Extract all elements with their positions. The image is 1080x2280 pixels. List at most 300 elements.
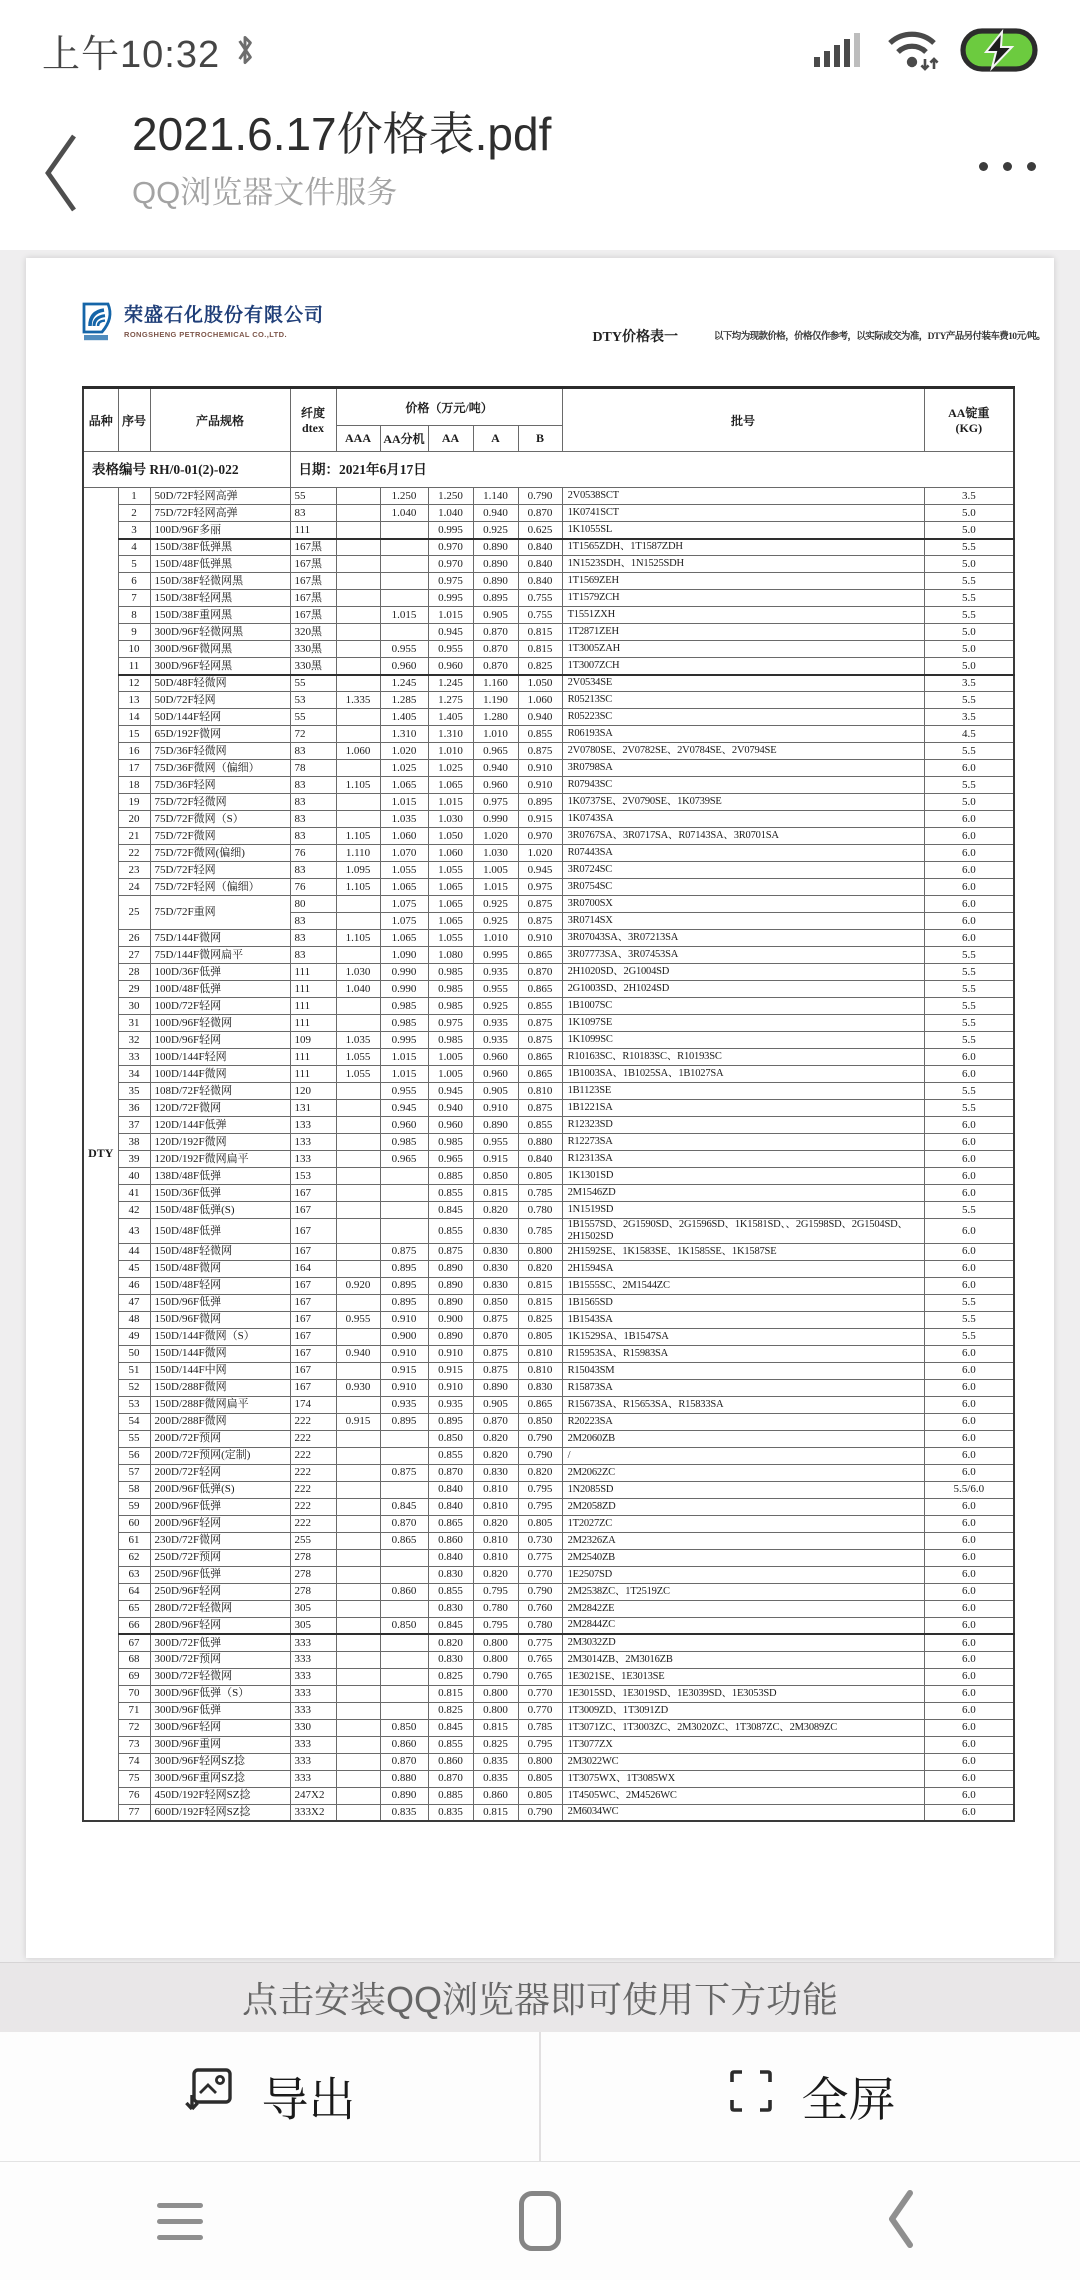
cell-price-aafj: 1.065 — [380, 777, 428, 794]
cell-dtex: 76 — [290, 879, 336, 896]
cell-price-a: 0.960 — [473, 1049, 518, 1066]
table-row — [83, 1651, 1014, 1668]
cell-dtex: 222 — [290, 1430, 336, 1447]
cell-weight: 5.5 — [924, 981, 1014, 998]
cell-weight: 5.5 — [924, 777, 1014, 794]
cell-dtex: 167黑 — [290, 539, 336, 556]
cell-price-a: 0.850 — [473, 1294, 518, 1311]
status-time: 上午10:32 — [42, 33, 221, 76]
cell-price-a: 0.820 — [473, 1202, 518, 1219]
cell-price-b: 0.865 — [518, 1066, 562, 1083]
cell-price-aaa — [336, 1617, 380, 1634]
cell-price-aa: 0.850 — [428, 1430, 473, 1447]
cell-price-aafj: 1.245 — [380, 675, 428, 692]
cell-price-a: 0.825 — [473, 1736, 518, 1753]
table-row — [83, 1396, 1014, 1413]
cell-no: 52 — [118, 1379, 150, 1396]
cell-batch: 1K1529SA、1B1547SA — [562, 1328, 924, 1345]
cell-spec: 100D/72F轻网 — [150, 998, 290, 1015]
cell-weight: 6.0 — [924, 913, 1014, 930]
cell-price-aaa — [336, 539, 380, 556]
cell-price-aa: 0.945 — [428, 1083, 473, 1100]
cell-price-aa: 1.065 — [428, 879, 473, 896]
cell-price-aafj: 0.870 — [380, 1753, 428, 1770]
table-row — [83, 1736, 1014, 1753]
cell-price-a: 1.010 — [473, 726, 518, 743]
table-row — [83, 1413, 1014, 1430]
cell-no: 6 — [118, 573, 150, 590]
cell-price-a: 0.850 — [473, 1168, 518, 1185]
table-row — [83, 522, 1014, 539]
cell-price-b: 0.855 — [518, 726, 562, 743]
cell-batch: R15873SA — [562, 1379, 924, 1396]
table-row — [83, 556, 1014, 573]
cell-price-aa: 0.840 — [428, 1498, 473, 1515]
cell-spec: 150D/36F低弹 — [150, 1185, 290, 1202]
table-row — [83, 1362, 1014, 1379]
cell-price-aafj — [380, 539, 428, 556]
cell-batch: 2M2326ZA — [562, 1532, 924, 1549]
cell-dtex: 167 — [290, 1277, 336, 1294]
cell-price-aafj — [380, 556, 428, 573]
cell-price-a: 1.020 — [473, 828, 518, 845]
cell-spec: 75D/36F轻网 — [150, 777, 290, 794]
cell-spec: 75D/144F微网扁平 — [150, 947, 290, 964]
cell-dtex: 333 — [290, 1736, 336, 1753]
cell-price-a: 0.780 — [473, 1600, 518, 1617]
cell-price-aaa — [336, 1583, 380, 1600]
cell-price-a: 0.810 — [473, 1549, 518, 1566]
install-banner[interactable] — [0, 1962, 1080, 2032]
page-title: 2021.6.17价格表.pdf — [132, 108, 552, 160]
cell-price-b: 0.810 — [518, 1083, 562, 1100]
cell-spec: 150D/48F轻网 — [150, 1277, 290, 1294]
cell-dtex: 330黑 — [290, 658, 336, 675]
cell-spec: 200D/288F微网 — [150, 1413, 290, 1430]
cell-no: 55 — [118, 1430, 150, 1447]
cell-no: 37 — [118, 1117, 150, 1134]
cell-price-aaa — [336, 811, 380, 828]
cell-weight: 5.5 — [924, 743, 1014, 760]
cell-price-b: 0.865 — [518, 1396, 562, 1413]
export-button[interactable] — [0, 2032, 539, 2161]
col-header-price-group: 价格（万元/吨） — [336, 388, 562, 426]
cell-price-aaa — [336, 1770, 380, 1787]
cell-price-b: 1.060 — [518, 692, 562, 709]
cell-price-b: 0.875 — [518, 743, 562, 760]
cell-no: 46 — [118, 1277, 150, 1294]
cell-price-aa: 0.985 — [428, 964, 473, 981]
cell-price-a: 0.870 — [473, 658, 518, 675]
cell-price-aa: 0.830 — [428, 1600, 473, 1617]
cell-weight: 5.5 — [924, 1100, 1014, 1117]
cell-price-aafj: 1.040 — [380, 505, 428, 522]
cell-batch: 1K1055SL — [562, 522, 924, 539]
cell-price-aaa — [336, 1430, 380, 1447]
cell-no: 3 — [118, 522, 150, 539]
cell-no: 25 — [118, 896, 150, 930]
cell-no: 49 — [118, 1328, 150, 1345]
cell-price-aa: 0.870 — [428, 1770, 473, 1787]
cell-no: 73 — [118, 1736, 150, 1753]
cell-price-a: 0.990 — [473, 811, 518, 828]
col-header-weight: AA锭重 (KG) — [924, 388, 1014, 452]
table-row — [83, 1134, 1014, 1151]
cell-dtex: 111 — [290, 1015, 336, 1032]
cell-price-aaa — [336, 726, 380, 743]
cell-price-aafj — [380, 1600, 428, 1617]
cell-batch: 2M2060ZB — [562, 1430, 924, 1447]
cell-price-aa: 0.855 — [428, 1219, 473, 1244]
cell-price-aa: 1.250 — [428, 488, 473, 505]
cell-no: 5 — [118, 556, 150, 573]
cell-price-aaa: 1.105 — [336, 930, 380, 947]
cell-price-aaa: 1.105 — [336, 828, 380, 845]
table-row — [83, 1447, 1014, 1464]
cell-price-aafj: 1.090 — [380, 947, 428, 964]
cell-price-aaa — [336, 505, 380, 522]
cell-weight: 5.5 — [924, 1202, 1014, 1219]
cell-price-aaa — [336, 1100, 380, 1117]
cell-spec: 200D/72F预网 — [150, 1430, 290, 1447]
cell-price-aaa — [336, 1600, 380, 1617]
cell-price-aaa — [336, 1151, 380, 1168]
cell-price-a: 0.925 — [473, 522, 518, 539]
cell-price-aa: 0.875 — [428, 1243, 473, 1260]
cell-price-b: 0.765 — [518, 1651, 562, 1668]
cell-price-aa: 0.895 — [428, 1413, 473, 1430]
status-bar — [0, 0, 1080, 100]
cell-spec: 100D/96F轻微网 — [150, 1015, 290, 1032]
cell-price-aa: 1.065 — [428, 913, 473, 930]
cell-spec: 65D/192F微网 — [150, 726, 290, 743]
cell-spec: 100D/48F低弹 — [150, 981, 290, 998]
cell-weight: 5.0 — [924, 641, 1014, 658]
cell-price-aa: 1.065 — [428, 777, 473, 794]
cell-weight: 6.0 — [924, 1498, 1014, 1515]
cell-dtex: 333 — [290, 1770, 336, 1787]
cell-price-aafj: 0.910 — [380, 1379, 428, 1396]
cell-price-aafj: 0.915 — [380, 1362, 428, 1379]
col-header-aa: AA — [428, 426, 473, 452]
cell-price-aafj: 0.850 — [380, 1719, 428, 1736]
cell-no: 31 — [118, 1015, 150, 1032]
cell-weight: 6.0 — [924, 1379, 1014, 1396]
nav-back-button[interactable] — [720, 2187, 1080, 2256]
cell-dtex: 333 — [290, 1685, 336, 1702]
table-row — [83, 1617, 1014, 1634]
cell-batch: 1T3007ZCH — [562, 658, 924, 675]
cell-price-b: 0.815 — [518, 1294, 562, 1311]
cell-price-aa: 0.985 — [428, 1032, 473, 1049]
cell-batch: 2M2538ZC、1T2519ZC — [562, 1583, 924, 1600]
table-row — [83, 1219, 1014, 1244]
table-row — [83, 641, 1014, 658]
table-row — [83, 1498, 1014, 1515]
cell-price-aafj: 0.895 — [380, 1413, 428, 1430]
cell-no: 15 — [118, 726, 150, 743]
table-row — [83, 658, 1014, 675]
cell-price-aafj: 1.065 — [380, 879, 428, 896]
cell-price-a: 0.815 — [473, 1719, 518, 1736]
cell-price-aa: 1.030 — [428, 811, 473, 828]
cell-price-aa: 0.815 — [428, 1685, 473, 1702]
cell-weight: 5.0 — [924, 624, 1014, 641]
cell-weight: 6.0 — [924, 1277, 1014, 1294]
cell-price-a: 0.795 — [473, 1617, 518, 1634]
table-row — [83, 1702, 1014, 1719]
cell-price-b: 0.790 — [518, 1804, 562, 1821]
cell-price-aafj: 0.865 — [380, 1532, 428, 1549]
cell-spec: 138D/48F低弹 — [150, 1168, 290, 1185]
cell-weight: 5.5 — [924, 1083, 1014, 1100]
cell-price-b: 0.805 — [518, 1328, 562, 1345]
cell-price-aaa — [336, 947, 380, 964]
cell-price-aa: 0.845 — [428, 1202, 473, 1219]
back-icon[interactable] — [38, 128, 84, 223]
cell-price-aa: 0.885 — [428, 1787, 473, 1804]
cell-price-aa: 0.970 — [428, 539, 473, 556]
cell-price-aaa: 1.040 — [336, 981, 380, 998]
cell-price-aafj: 0.880 — [380, 1770, 428, 1787]
cell-price-b: 0.825 — [518, 1311, 562, 1328]
cell-price-a: 0.875 — [473, 1362, 518, 1379]
cell-price-aa: 1.060 — [428, 845, 473, 862]
cell-price-aa: 0.960 — [428, 1117, 473, 1134]
cell-price-b: 0.865 — [518, 1049, 562, 1066]
cell-batch: 2V0780SE、2V0782SE、2V0784SE、2V0794SE — [562, 743, 924, 760]
cell-spec: 100D/96F多丽 — [150, 522, 290, 539]
cell-no: 62 — [118, 1549, 150, 1566]
cell-batch: 2M2842ZE — [562, 1600, 924, 1617]
cell-price-aa: 0.995 — [428, 590, 473, 607]
cell-dtex: 55 — [290, 675, 336, 692]
cell-weight: 3.5 — [924, 675, 1014, 692]
cell-dtex: 111 — [290, 964, 336, 981]
cell-price-b: 1.050 — [518, 675, 562, 692]
cell-weight: 5.0 — [924, 522, 1014, 539]
cell-dtex: 133 — [290, 1117, 336, 1134]
cell-price-a: 0.890 — [473, 539, 518, 556]
cell-spec: 150D/288F微网 — [150, 1379, 290, 1396]
export-icon — [184, 2065, 236, 2128]
cell-dtex: 164 — [290, 1260, 336, 1277]
cell-price-a: 0.905 — [473, 1396, 518, 1413]
cell-dtex: 174 — [290, 1396, 336, 1413]
cell-spec: 120D/72F微网 — [150, 1100, 290, 1117]
cell-price-a: 1.010 — [473, 930, 518, 947]
table-row — [83, 1243, 1014, 1260]
cell-no: 64 — [118, 1583, 150, 1600]
cell-price-b: 0.875 — [518, 913, 562, 930]
table-row — [83, 1464, 1014, 1481]
cell-spec: 200D/72F预网(定制) — [150, 1447, 290, 1464]
cell-batch: 3R0724SC — [562, 862, 924, 879]
cell-price-aa: 0.840 — [428, 1549, 473, 1566]
cell-price-aaa — [336, 641, 380, 658]
cell-price-a: 0.895 — [473, 590, 518, 607]
cell-no: 16 — [118, 743, 150, 760]
cell-weight: 5.5 — [924, 1311, 1014, 1328]
cell-weight: 5.0 — [924, 794, 1014, 811]
cell-weight: 6.0 — [924, 1151, 1014, 1168]
cell-no: 65 — [118, 1600, 150, 1617]
cell-spec: 150D/38F轻微网黑 — [150, 573, 290, 590]
variety-cell: DTY — [83, 488, 118, 1822]
cell-price-b: 0.975 — [518, 879, 562, 896]
cell-spec: 50D/72F轻网 — [150, 692, 290, 709]
nav-home-button[interactable] — [360, 2191, 720, 2251]
cell-batch: 2M2844ZC — [562, 1617, 924, 1634]
cell-price-aafj: 0.985 — [380, 998, 428, 1015]
cell-price-aa: 0.825 — [428, 1702, 473, 1719]
more-menu-icon[interactable] — [979, 162, 1036, 171]
cell-weight: 5.5 — [924, 1015, 1014, 1032]
cell-price-b: 0.800 — [518, 1753, 562, 1770]
cell-batch: 1T2027ZC — [562, 1515, 924, 1532]
cell-price-b: 0.785 — [518, 1719, 562, 1736]
cell-price-a: 0.965 — [473, 743, 518, 760]
cell-no: 71 — [118, 1702, 150, 1719]
cell-dtex: 333 — [290, 1634, 336, 1651]
cell-price-aafj — [380, 1685, 428, 1702]
cell-no: 69 — [118, 1668, 150, 1685]
cell-price-aa: 0.960 — [428, 658, 473, 675]
cell-spec: 280D/96F轻网 — [150, 1617, 290, 1634]
cell-no: 74 — [118, 1753, 150, 1770]
cell-spec: 300D/96F轻网 — [150, 1719, 290, 1736]
cell-dtex: 167 — [290, 1362, 336, 1379]
page-subtitle: QQ浏览器文件服务 — [132, 174, 398, 210]
cell-spec: 250D/96F轻网 — [150, 1583, 290, 1600]
cell-batch: 2M6034WC — [562, 1804, 924, 1821]
cell-spec: 300D/96F轻网黑 — [150, 658, 290, 675]
cell-no: 42 — [118, 1202, 150, 1219]
cell-price-aa: 1.275 — [428, 692, 473, 709]
fullscreen-label: 全屏 — [801, 2073, 896, 2126]
cell-spec: 100D/96F轻网 — [150, 1032, 290, 1049]
cell-weight: 5.5 — [924, 692, 1014, 709]
nav-menu-button[interactable] — [0, 2203, 360, 2240]
table-row — [83, 964, 1014, 981]
cell-dtex: 111 — [290, 1049, 336, 1066]
cell-price-aaa: 0.940 — [336, 1345, 380, 1362]
cell-price-a: 0.835 — [473, 1753, 518, 1770]
cell-spec: 50D/144F轻网 — [150, 709, 290, 726]
cell-no: 34 — [118, 1066, 150, 1083]
cell-dtex: 55 — [290, 709, 336, 726]
cell-price-aafj: 0.895 — [380, 1277, 428, 1294]
cell-price-a: 0.960 — [473, 1066, 518, 1083]
cell-price-aaa — [336, 896, 380, 913]
cell-price-aaa: 1.060 — [336, 743, 380, 760]
cell-no: 75 — [118, 1770, 150, 1787]
cell-price-a: 0.830 — [473, 1277, 518, 1294]
cell-price-b: 0.825 — [518, 658, 562, 675]
cell-price-a: 0.915 — [473, 1151, 518, 1168]
cell-price-aaa: 1.035 — [336, 1032, 380, 1049]
cell-weight: 5.5 — [924, 607, 1014, 624]
cell-dtex: 167 — [290, 1294, 336, 1311]
cell-price-a: 0.890 — [473, 1379, 518, 1396]
cell-price-aaa — [336, 1685, 380, 1702]
fullscreen-button[interactable] — [541, 2032, 1080, 2161]
cell-price-b: 0.770 — [518, 1685, 562, 1702]
table-row — [83, 692, 1014, 709]
cell-weight: 6.0 — [924, 879, 1014, 896]
table-row — [83, 1770, 1014, 1787]
cell-price-aa: 0.860 — [428, 1753, 473, 1770]
cell-price-a: 1.190 — [473, 692, 518, 709]
cell-price-aaa: 1.105 — [336, 879, 380, 896]
table-row — [83, 726, 1014, 743]
cell-price-b: 0.875 — [518, 1032, 562, 1049]
cell-spec: 75D/36F轻微网 — [150, 743, 290, 760]
company-logo-icon — [82, 302, 116, 347]
cell-price-a: 0.800 — [473, 1651, 518, 1668]
cell-price-b: 0.805 — [518, 1168, 562, 1185]
pdf-viewer[interactable] — [0, 250, 1080, 1962]
cell-price-b: 0.820 — [518, 1464, 562, 1481]
export-label: 导出 — [261, 2073, 356, 2126]
cell-price-a: 0.800 — [473, 1685, 518, 1702]
cell-price-aa: 0.975 — [428, 573, 473, 590]
table-row — [83, 488, 1014, 505]
col-header-dtex: 纤度 dtex — [290, 388, 336, 452]
cell-dtex: 153 — [290, 1168, 336, 1185]
cell-weight: 5.5 — [924, 539, 1014, 556]
cell-batch: 3R0754SC — [562, 879, 924, 896]
cell-price-aa: 1.055 — [428, 862, 473, 879]
cell-price-aa: 0.890 — [428, 1260, 473, 1277]
cell-no: 10 — [118, 641, 150, 658]
cell-no: 28 — [118, 964, 150, 981]
cell-spec: 300D/72F轻微网 — [150, 1668, 290, 1685]
cell-dtex: 83 — [290, 505, 336, 522]
cell-price-aa: 0.890 — [428, 1294, 473, 1311]
cell-price-aafj: 0.835 — [380, 1804, 428, 1821]
cell-dtex: 133 — [290, 1134, 336, 1151]
table-row — [83, 743, 1014, 760]
cell-dtex: 83 — [290, 828, 336, 845]
cell-spec: 75D/36F微网（偏细） — [150, 760, 290, 777]
cell-spec: 150D/48F低弹 — [150, 1219, 290, 1244]
cell-price-b: 0.820 — [518, 1260, 562, 1277]
cell-price-a: 0.830 — [473, 1260, 518, 1277]
table-row — [83, 1515, 1014, 1532]
cell-no: 68 — [118, 1651, 150, 1668]
cell-price-aaa — [336, 1328, 380, 1345]
cell-batch: 2M1546ZD — [562, 1185, 924, 1202]
cell-price-aafj — [380, 1549, 428, 1566]
cell-batch: 3R0767SA、3R0717SA、R07143SA、3R0701SA — [562, 828, 924, 845]
cell-price-aafj: 1.015 — [380, 1049, 428, 1066]
cell-batch: R06193SA — [562, 726, 924, 743]
cell-price-b: 0.875 — [518, 896, 562, 913]
cell-price-a: 0.815 — [473, 1185, 518, 1202]
cell-spec: 150D/48F低弹(S) — [150, 1202, 290, 1219]
cell-no: 70 — [118, 1685, 150, 1702]
cell-price-b: 0.915 — [518, 811, 562, 828]
cell-dtex: 83 — [290, 947, 336, 964]
table-row — [83, 879, 1014, 896]
cell-price-aafj — [380, 522, 428, 539]
cell-price-b: 0.840 — [518, 556, 562, 573]
cell-price-aa: 0.860 — [428, 1532, 473, 1549]
cell-price-a: 0.955 — [473, 981, 518, 998]
cell-spec: 200D/72F轻网 — [150, 1464, 290, 1481]
cell-dtex: 83 — [290, 930, 336, 947]
